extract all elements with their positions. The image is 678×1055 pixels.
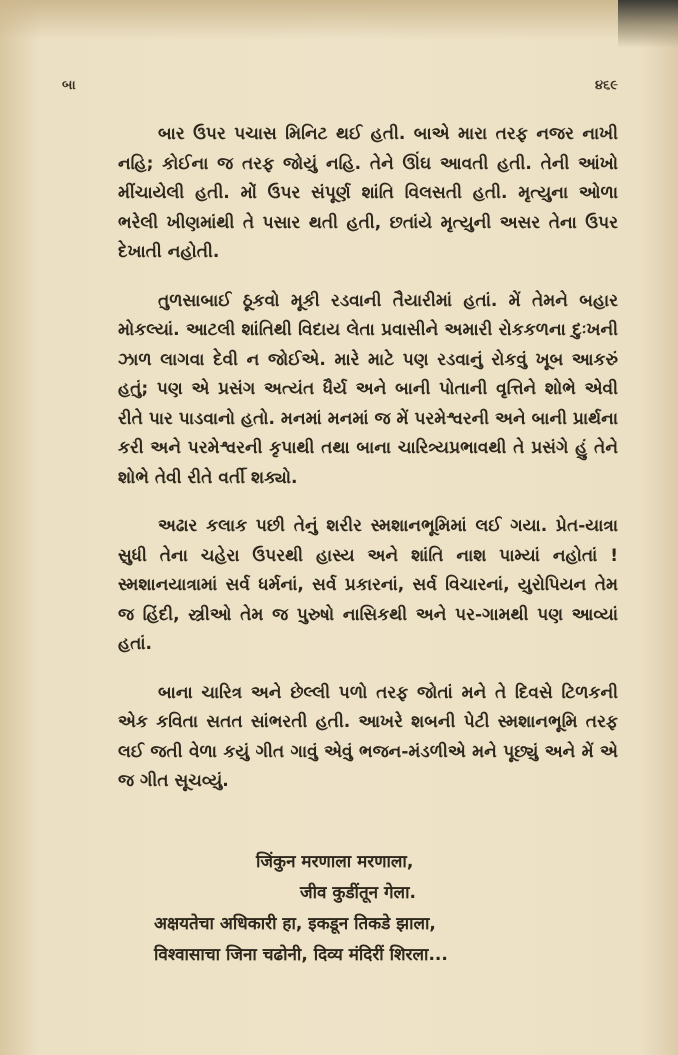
- running-title: બા: [62, 78, 76, 93]
- verse-line: जीव कुडींतून गेला.: [300, 883, 416, 903]
- paragraph: બાર ઉપર પચાસ મિનિટ થઈ હતી. બાએ મારા તરફ નજર નાખી નહિ; કોઈના જ તરફ જોયું નહિ. તેને ઊંઘ આવતી હતી. તેની આંખો મીંચાયેલી હતી. મોં ઉપર સંપૂર્ણ શાંતિ વિલસતી હતી. મૃત્યુના ઓળા ભરેલી ખીણમાંથી તે પસાર થતી હતી, છતાંયે મૃત્યુની અસર તેના ઉપર દેખાતી નહોતી.: [118, 124, 618, 262]
- paragraph: તુળસાબાઈ ઠૂકવો મૂકી રડવાની તૈયારીમાં હતાં. મેં તેમને બહાર મોકલ્યાં. આટલી શાંતિથી વિદાય લેતા પ્રવાસીને અમારી રોકકળના દુઃખની ઝાળ લાગવા દેવી ન જોઈએ. મારે માટે પણ રડવાનું રોકવું ખૂબ આકરું હતું; પણ એ પ્રસંગ અત્યંત ધૈર્ય અને બાની પોતાની વૃત્તિને શોભે એવી રીતે પાર પાડવાનો હતો. મનમાં મનમાં જ મેં પરમેશ્વરની અને બાની પ્રાર્થના કરી અને પરમેશ્વરની કૃપાથી તથા બાના ચારિત્ર્યપ્રભાવથી તે પ્રસંગે હું તેને શોભે તેવી રીતે વર્તી શક્યો.: [118, 290, 618, 488]
- page-number: ૪૬૯: [594, 78, 618, 93]
- verse-line: अक्षयतेचा अधिकारी हा, इकडून तिकडे झाला,: [154, 914, 436, 934]
- page-header: [62, 78, 618, 102]
- verse-block: [118, 847, 618, 971]
- paragraph: અઢાર કલાક પછી તેનું શરીર સ્મશાનભૂમિમાં લઈ ગયા. પ્રેત-યાત્રા સુધી તેના ચહેરા ઉપરથી હાસ્ય અને શાંતિ નાશ પામ્યાં નહોતાં ! સ્મશાનયાત્રામાં સર્વ ધર્મનાં, સર્વ પ્રકારનાં, સર્વ વિચારનાં, યુરોપિયન તેમ જ હિંદી, સ્ત્રીઓ તેમ જ પુરુષો નાસિકથી અને પર-ગામથી પણ આવ્યાં હતાં.: [118, 516, 618, 654]
- body-text: [118, 120, 618, 816]
- verse-line: जिंकुन मरणाला मरणाला,: [256, 852, 414, 872]
- verse-line: विश्वासाचा जिना चढोनी, दिव्य मंदिरीं शिरला...: [154, 945, 448, 965]
- paragraph: બાના ચારિત્ર અને છેલ્લી પળો તરફ જોતાં મને તે દિવસે ટિળકની એક કવિતા સતત સાંભરતી હતી. આખરે શબની પેટી સ્મશાનભૂમિ તરફ લઈ જતી વેળા કયું ગીત ગાવું એવું ભજન-મંડળીએ મને પૂછ્યું અને મેં એ જ ગીત સૂચવ્યું.: [118, 682, 618, 791]
